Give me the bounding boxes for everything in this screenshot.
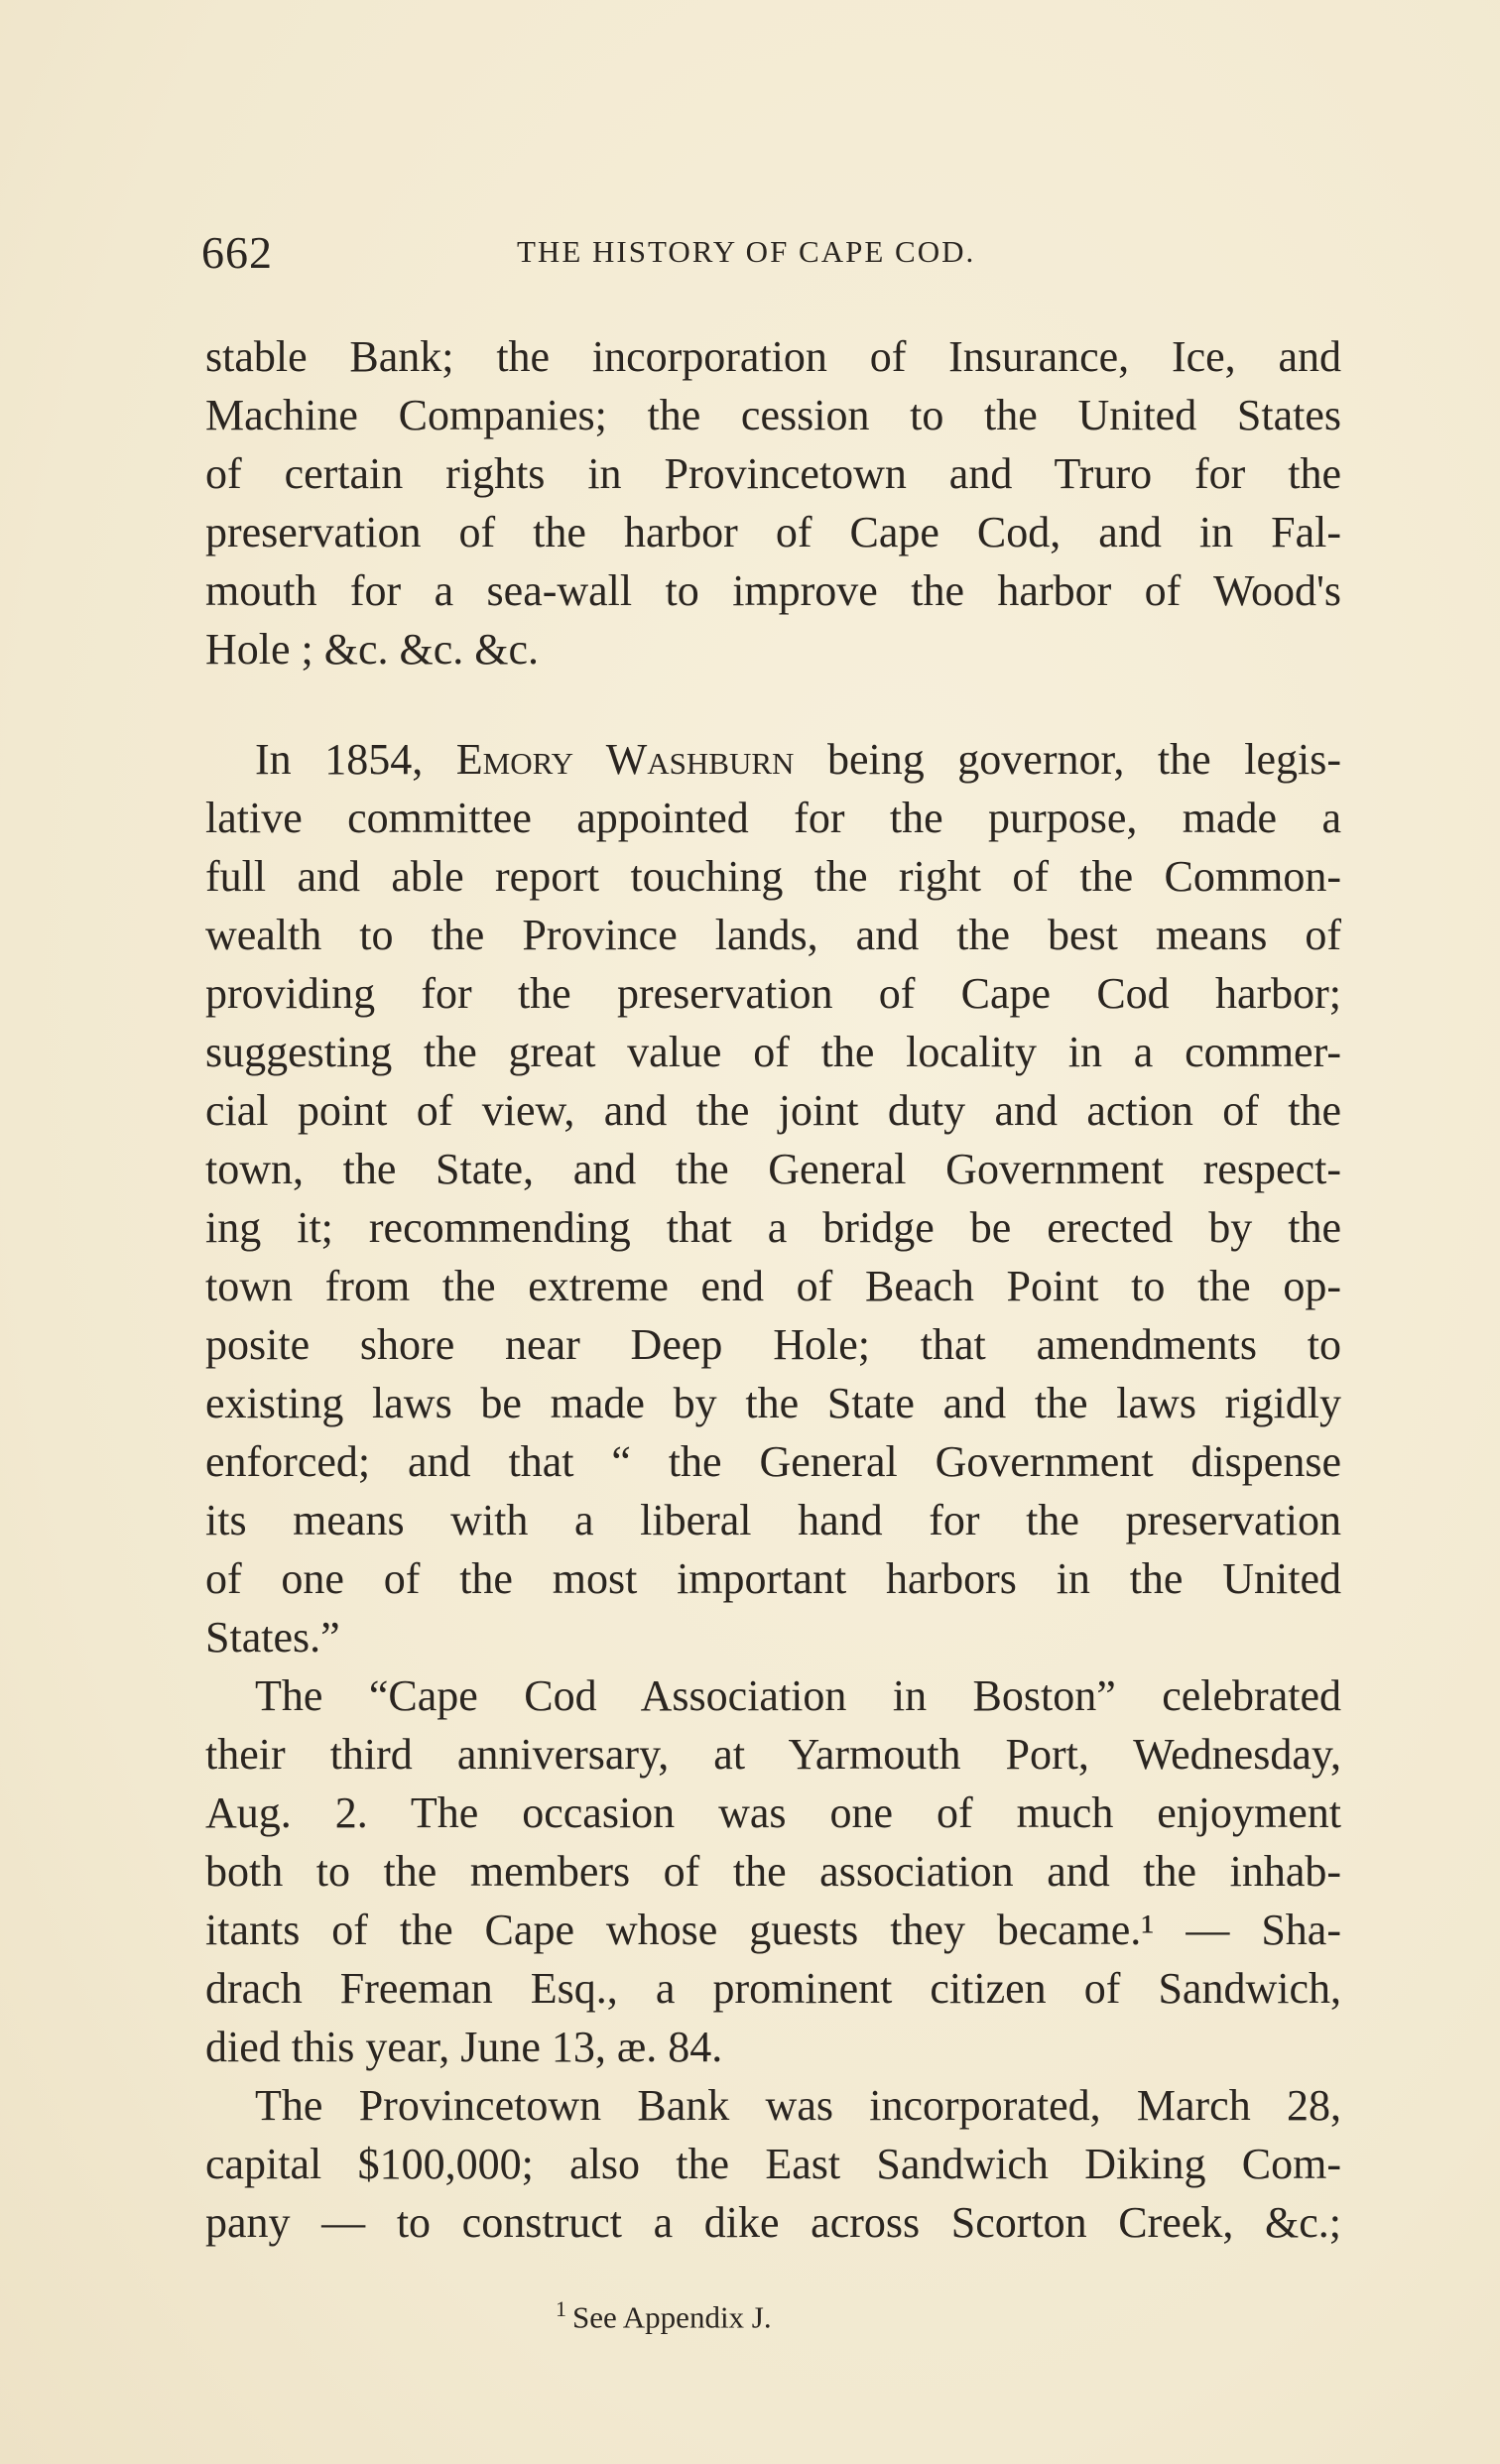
text-line: of certain rights in Provincetown and Truro for the [205, 449, 1341, 498]
text-line: stable Bank; the incorporation of Insurance, Ice, and [205, 332, 1341, 381]
text-line: drach Freeman Esq., a prominent citizen of Sandwich, [205, 1964, 1341, 2013]
text-line: both to the members of the association and the inhab- [205, 1847, 1341, 1896]
footnote-text: See Appendix J. [572, 2299, 772, 2335]
text-line: The “Cape Cod Association in Boston” celebrated [255, 1671, 1341, 1720]
text-line: ing it; recommending that a bridge be erected by the [205, 1203, 1341, 1252]
text-line: died this year, June 13, æ. 84. [205, 2023, 723, 2071]
text-line: full and able report touching the right of the Common- [205, 852, 1341, 901]
text-line: States.” [205, 1613, 340, 1662]
text-line: posite shore near Deep Hole; that amendments to [205, 1320, 1341, 1369]
text-line: The Provincetown Bank was incorporated, March 28, [255, 2081, 1341, 2130]
text-line: lative committee appointed for the purpose, made a [205, 794, 1341, 842]
governor-name: Emory Washburn [455, 735, 795, 784]
text-fragment: In 1854, [255, 735, 456, 784]
text-line: capital $100,000; also the East Sandwich Diking Com- [205, 2140, 1341, 2188]
text-line: mouth for a sea-wall to improve the harbor of Wood's [205, 566, 1341, 615]
footnote-marker: 1 [556, 2296, 566, 2321]
text-line: Aug. 2. The occasion was one of much enjoyment [205, 1788, 1341, 1837]
text-line: Hole ; &c. &c. &c. [205, 625, 540, 674]
text-line: suggesting the great value of the locality in a commer- [205, 1028, 1341, 1076]
text-line: Machine Companies; the cession to the United States [205, 391, 1341, 439]
text-line: town, the State, and the General Government respect- [205, 1145, 1341, 1193]
paragraph-gap [205, 678, 1341, 730]
text-line: its means with a liberal hand for the preservation [205, 1496, 1341, 1544]
running-head: THE HISTORY OF CAPE COD. [517, 234, 976, 269]
text-line: wealth to the Province lands, and the best means of [205, 911, 1341, 959]
text-line: itants of the Cape whose guests they became.¹ — Sha- [205, 1906, 1341, 1954]
text-line: enforced; and that “ the General Government dispense [205, 1437, 1341, 1486]
text-line: cial point of view, and the joint duty and action of the [205, 1086, 1341, 1135]
text-line: of one of the most important harbors in the United [205, 1554, 1341, 1603]
text-line [205, 730, 1341, 789]
text-line: pany — to construct a dike across Scorton Creek, &c.; [205, 2198, 1341, 2247]
text-line: town from the extreme end of Beach Point to the op- [205, 1262, 1341, 1310]
page-number: 662 [201, 227, 273, 278]
text-line: providing for the preservation of Cape Cod harbor; [205, 969, 1341, 1018]
page-header [201, 226, 1342, 286]
footnote [556, 2296, 772, 2335]
body-text [205, 327, 1341, 2252]
text-line: existing laws be made by the State and the laws rigidly [205, 1379, 1341, 1427]
text-line: their third anniversary, at Yarmouth Port, Wednesday, [205, 1730, 1341, 1779]
text-fragment: being governor, the legis- [794, 735, 1341, 784]
text-line: preservation of the harbor of Cape Cod, and in Fal- [205, 508, 1341, 556]
